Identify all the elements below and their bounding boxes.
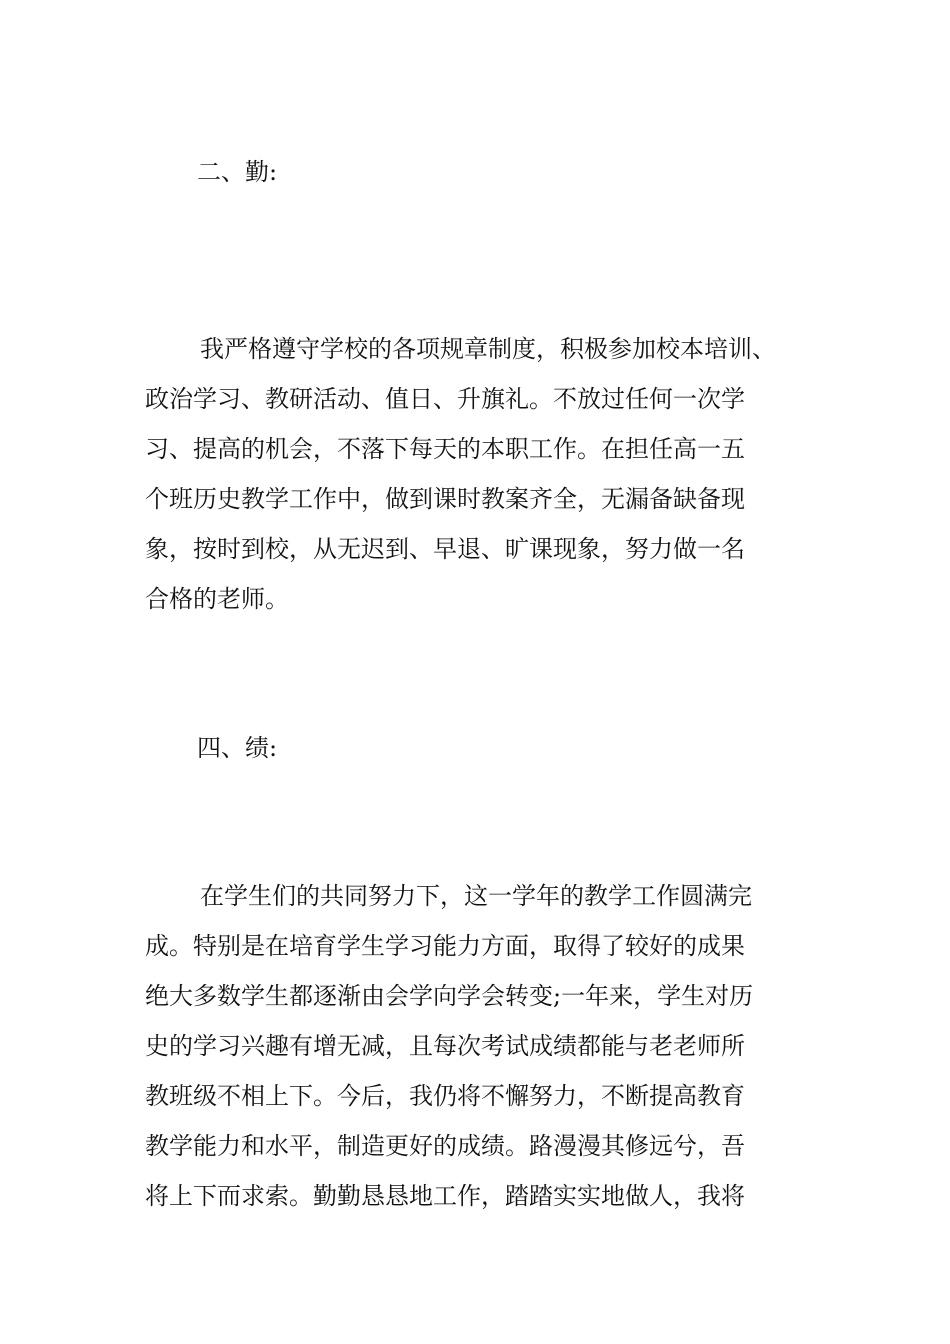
paragraph-line: 教学能力和水平，制造更好的成绩。路漫漫其修远兮，吾 — [145, 1132, 745, 1160]
paragraph-line: 政治学习、教研活动、值日、升旗礼。不放过任何一次学 — [145, 385, 745, 413]
paragraph-line: 成。特别是在培育学生学习能力方面，取得了较好的成果 — [145, 932, 745, 960]
paragraph-line: 教班级不相上下。今后，我仍将不懈努力，不断提高教育 — [145, 1082, 745, 1110]
paragraph-line: 个班历史教学工作中，做到课时教案齐全，无漏备缺备现 — [145, 485, 745, 513]
paragraph-line: 合格的老师。 — [145, 585, 289, 613]
paragraph-line: 绝大多数学生都逐渐由会学向学会转变;一年来，学生对历 — [145, 982, 754, 1010]
paragraph-line: 我严格遵守学校的各项规章制度，积极参加校本培训、 — [200, 335, 776, 363]
paragraph-line: 在学生们的共同努力下，这一学年的教学工作圆满完 — [200, 882, 752, 910]
paragraph-line: 习、提高的机会，不落下每天的本职工作。在担任高一五 — [145, 435, 745, 463]
paragraph-line: 史的学习兴趣有增无减，且每次考试成绩都能与老老师所 — [145, 1032, 745, 1060]
paragraph-line: 将上下而求索。勤勤恳恳地工作，踏踏实实地做人，我将 — [145, 1182, 745, 1210]
section-heading-diligence: 二、勤: — [197, 158, 278, 186]
section-heading-achievement: 四、绩: — [197, 734, 278, 762]
paragraph-line: 象，按时到校，从无迟到、早退、旷课现象，努力做一名 — [145, 535, 745, 563]
